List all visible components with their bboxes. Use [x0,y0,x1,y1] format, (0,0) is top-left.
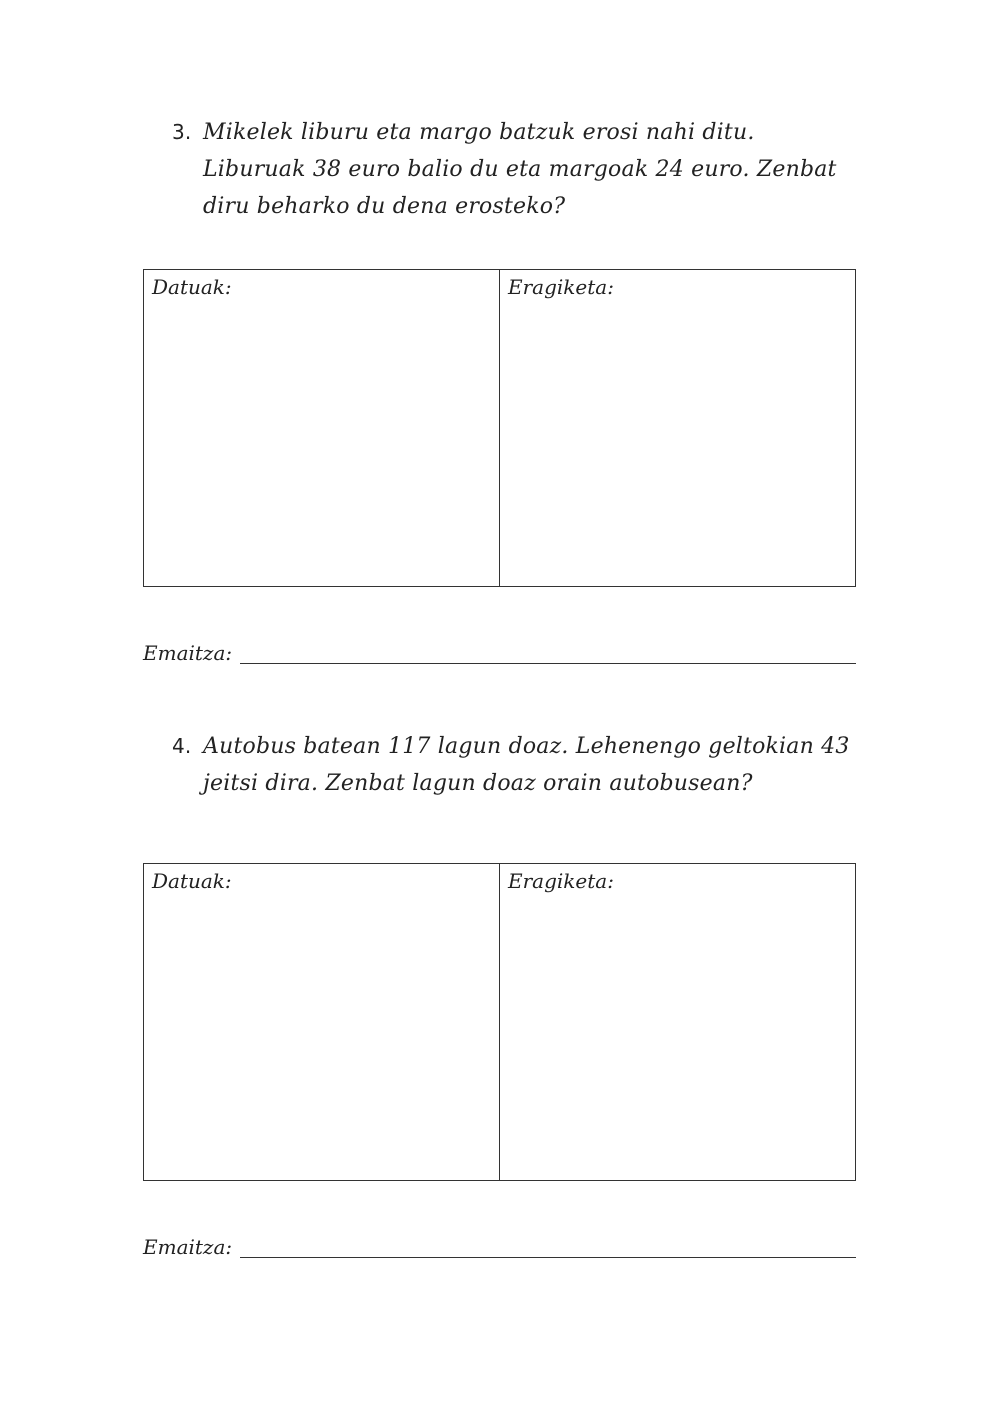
problem-4-work-box [143,863,856,1181]
data-label: Datuak: [152,869,232,893]
answer-blank-line[interactable] [240,1237,856,1258]
operation-label: Eragiketa: [508,869,614,893]
operation-cell[interactable] [500,270,855,586]
operation-cell[interactable] [500,864,855,1180]
answer-blank-line[interactable] [240,643,856,664]
problem-4-statement [172,728,852,802]
problem-3-work-box [143,269,856,587]
problem-text: Mikelek liburu eta margo batzuk erosi nahi ditu. Liburuak 38 euro balio du eta margoak 24 euro. Zenbat diru beharko du dena erosteko? [203,120,837,219]
data-label: Datuak: [152,275,232,299]
problem-3-statement [172,114,852,225]
answer-label: Emaitza: [143,641,233,665]
operation-label: Eragiketa: [508,275,614,299]
problem-3-answer [143,640,856,666]
data-cell[interactable] [144,270,500,586]
problem-4-answer [143,1234,856,1260]
answer-label: Emaitza: [143,1235,233,1259]
problem-text: Autobus batean 117 lagun doaz. Lehenengo geltokian 43 jeitsi dira. Zenbat lagun doaz orain autobusean? [203,734,850,796]
problem-number: 3. [172,120,192,144]
data-cell[interactable] [144,864,500,1180]
problem-number: 4. [172,734,192,758]
